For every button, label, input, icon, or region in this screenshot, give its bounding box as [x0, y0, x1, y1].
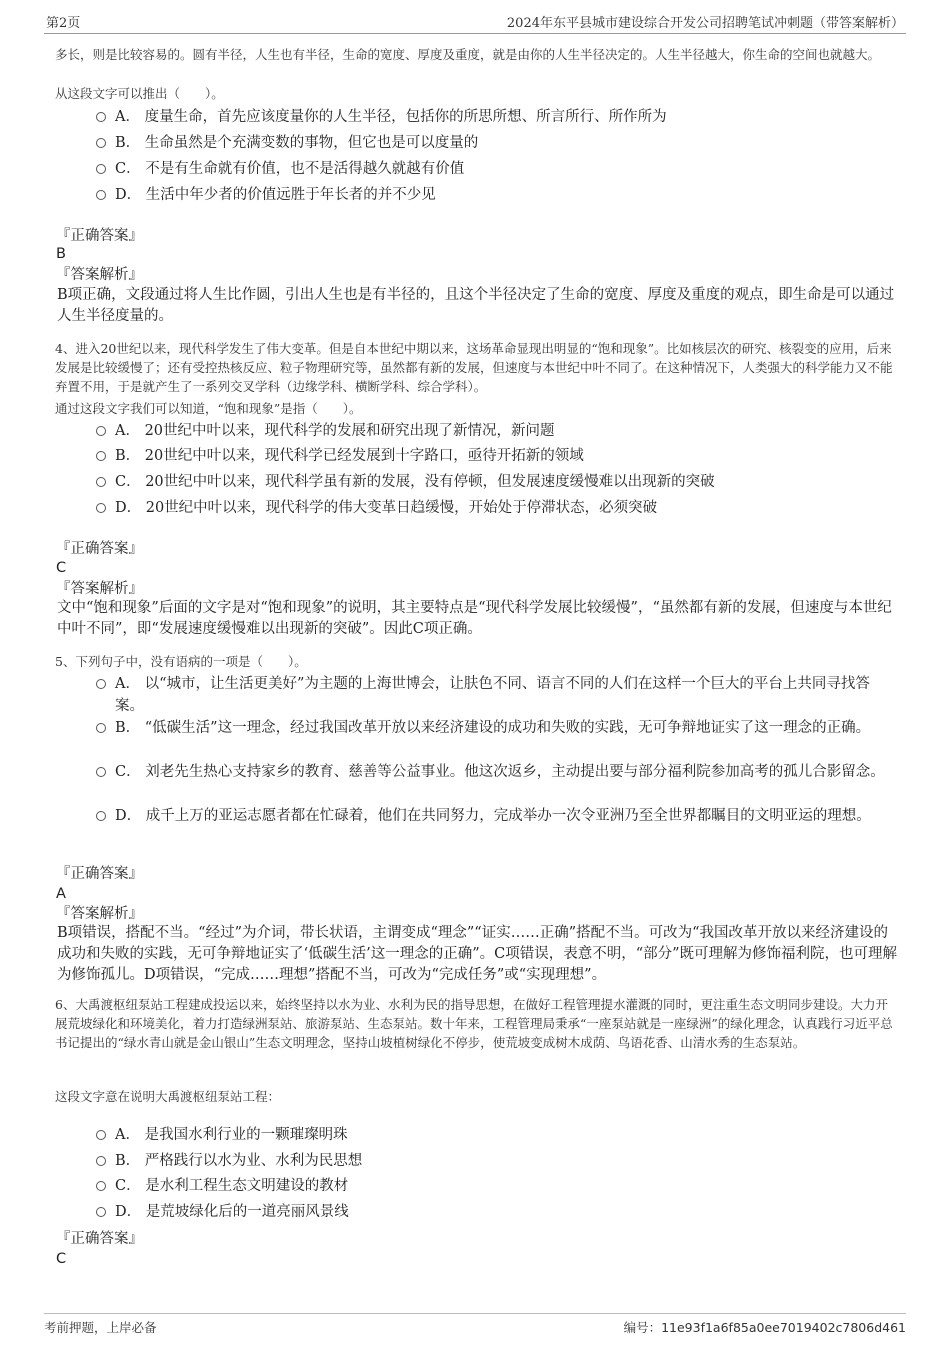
radio-icon[interactable] — [96, 138, 106, 148]
q6-answer-label: 『正确答案』 — [56, 1231, 143, 1247]
radio-icon[interactable] — [96, 679, 106, 689]
q4-option-d[interactable]: D． 20世纪中叶以来，现代科学的伟大变革日趋缓慢，开始处于停滞状态，必须突破 — [96, 497, 892, 519]
radio-icon[interactable] — [96, 112, 106, 122]
q6-option-d[interactable]: D． 是荒坡绿化后的一道亮丽风景线 — [96, 1201, 892, 1223]
document-title: 2024年东平县城市建设综合开发公司招聘笔试冲刺题（带答案解析） — [506, 16, 904, 31]
q5-option-a[interactable]: A． 以“城市，让生活更美好”为主题的上海世博会，让肤色不同、语言不同的人们在这样一个巨大的平台上共同寻找答案。 — [96, 673, 892, 717]
radio-icon[interactable] — [96, 723, 106, 733]
page-footer — [44, 1313, 906, 1338]
footer-slogan: 考前押题，上岸必备 — [44, 1320, 157, 1335]
q5-option-b[interactable]: B． “低碳生活”这一理念，经过我国改革开放以来经济建设的成功和失败的实践，无可争辩地证实了这一理念的正确。 — [96, 717, 892, 739]
page-number: 第2页 — [46, 16, 81, 31]
radio-icon[interactable] — [96, 190, 106, 200]
q4-analysis: 文中“饱和现象”后面的文字是对“饱和现象”的说明，其主要特点是“现代科学发展比较缓慢”，“虽然都有新的发展，但速度与本世纪中叶不同”，即“发展速度缓慢难以出现新的突破”。因此C项正确。 — [57, 600, 892, 637]
radio-icon[interactable] — [96, 1207, 106, 1217]
q4-analysis-label: 『答案解析』 — [56, 581, 143, 597]
q4-option-b[interactable]: B． 20世纪中叶以来，现代科学已经发展到十字路口，亟待开拓新的领域 — [96, 445, 892, 467]
document-code — [624, 1318, 906, 1336]
radio-icon[interactable] — [96, 164, 106, 174]
q4-answer-label: 『正确答案』 — [56, 541, 143, 557]
q4-option-a[interactable]: A． 20世纪中叶以来，现代科学的发展和研究出现了新情况，新问题 — [96, 420, 892, 442]
q5-answer: A — [56, 886, 66, 902]
radio-icon[interactable] — [96, 767, 106, 777]
q6-option-b[interactable]: B． 严格践行以水为业、水利为民思想 — [96, 1150, 892, 1172]
q4-answer: C — [56, 560, 67, 576]
radio-icon[interactable] — [96, 477, 106, 487]
radio-icon[interactable] — [96, 1181, 106, 1191]
q3-analysis: B项正确，文段通过将人生比作圆，引出人生也是有半径的，且这个半径决定了生命的宽度、厚度及重度的观点，即生命是可以通过人生半径度量的。 — [57, 287, 895, 324]
q3-answer-label: 『正确答案』 — [56, 228, 143, 244]
q3-analysis-label: 『答案解析』 — [56, 267, 143, 283]
q3-option-c[interactable]: C． 不是有生命就有价值，也不是活得越久就越有价值 — [96, 158, 892, 180]
q6-passage: 6、大禹渡枢纽泵站工程建成投运以来，始终坚持以水为业、水利为民的指导思想，在做好工程管理提水灌溉的同时，更注重生态文明同步建设。大力开展荒坡绿化和环境美化，着力打造绿洲泵站、旅游泵站、生态泵站。数十年来，工程管理局秉承“一座泵站就是一座绿洲”的绿化理念，认真践行习近平总书记提出的“绿水青山就是金山银山”生态文明理念，坚持山坡植树绿化不停步，使荒坡变成树木成荫、鸟语花香、山清水秀的生态泵站。 — [55, 997, 893, 1050]
radio-icon[interactable] — [96, 811, 106, 821]
radio-icon[interactable] — [96, 1130, 106, 1140]
q3-option-b[interactable]: B． 生命虽然是个充满变数的事物，但它也是可以度量的 — [96, 132, 892, 154]
q3-option-a[interactable]: A． 度量生命，首先应该度量你的人生半径，包括你的所思所想、所言所行、所作所为 — [96, 106, 892, 128]
page-header — [46, 12, 904, 32]
q5-analysis: B项错误，搭配不当。“经过”为介词，带长状语，主谓变成“理念”“证实……正确”搭配不当。可改为“我国改革开放以来经济建设的成功和失败的实践，无可争辩地证实了‘低碳生活’这一理念的正确”。C项错误，表意不明，“部分”既可理解为修饰福利院，也可理解为修饰孤儿。D项错误，“完成……理想”搭配不当，可改为“完成任务”或“实现理想”。 — [57, 925, 898, 983]
q3-stem: 从这段文字可以推出（ ）。 — [55, 86, 224, 101]
q5-stem: 5、下列句子中，没有语病的一项是（ ）。 — [55, 654, 307, 669]
q3-passage: 多长，则是比较容易的。圆有半径，人生也有半径，生命的宽度、厚度及重度，就是由你的人生半径决定的。人生半径越大，你生命的空间也就越大。 — [55, 47, 881, 62]
q4-option-c[interactable]: C． 20世纪中叶以来，现代科学虽有新的发展，没有停顿，但发展速度缓慢难以出现新的突破 — [96, 471, 892, 493]
q6-answer: C — [56, 1251, 67, 1267]
q5-option-c[interactable]: C． 刘老先生热心支持家乡的教育、慈善等公益事业。他这次返乡，主动提出要与部分福利院参加高考的孤儿合影留念。 — [96, 761, 892, 783]
q6-stem: 这段文字意在说明大禹渡枢纽泵站工程： — [55, 1089, 281, 1104]
q3-option-d[interactable]: D． 生活中年少者的价值远胜于年长者的并不少见 — [96, 184, 892, 206]
radio-icon[interactable] — [96, 451, 106, 461]
q3-answer: B — [56, 246, 66, 262]
header-divider — [44, 33, 906, 34]
q4-passage: 4、进入20世纪以来，现代科学发生了伟大变革。但是自本世纪中期以来，这场革命显现出明显的“饱和现象”。比如核层次的研究、核裂变的应用，后来发展是比较缓慢了；还有受控热核反应、粒子物理研究等，虽然都有新的发展，但速度与本世纪中叶不同了。在这种情况下，人类强大的科学能力又不能弃置不用，于是就产生了一系列交叉学科（边缘学科、横断学科、综合学科）。 — [55, 341, 893, 394]
code-value: 11e93f1a6f85a0ee7019402c7806d461 — [661, 1320, 906, 1335]
q6-option-c[interactable]: C． 是水利工程生态文明建设的教材 — [96, 1175, 892, 1197]
q5-answer-label: 『正确答案』 — [56, 866, 143, 882]
radio-icon[interactable] — [96, 426, 106, 436]
q4-stem: 通过这段文字我们可以知道，“饱和现象”是指（ ）。 — [55, 401, 362, 416]
q5-analysis-label: 『答案解析』 — [56, 906, 143, 922]
radio-icon[interactable] — [96, 1156, 106, 1166]
q6-option-a[interactable]: A． 是我国水利行业的一颗璀璨明珠 — [96, 1124, 892, 1146]
code-label: 编号： — [623, 1320, 662, 1335]
q5-option-d[interactable]: D． 成千上万的亚运志愿者都在忙碌着，他们在共同努力，完成举办一次令亚洲乃至全世界都瞩目的文明亚运的理想。 — [96, 805, 892, 827]
radio-icon[interactable] — [96, 503, 106, 513]
